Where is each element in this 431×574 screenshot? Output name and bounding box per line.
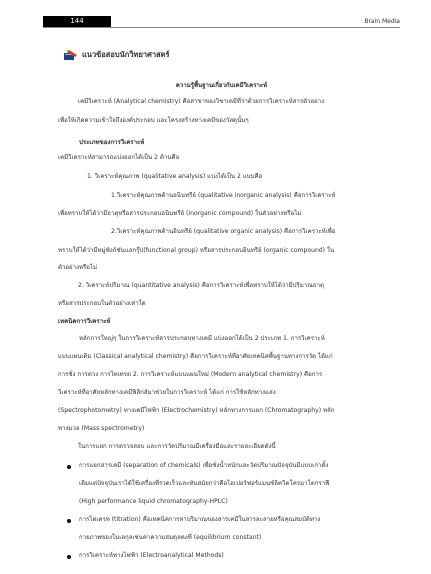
techniques-line-6: ทางมวล (Mass spectrometry): [58, 425, 145, 432]
techniques-line-4: วิเคราะห์ที่อาศัยหลักทางเคมีฟิสิกส์มาช่วยในการวิเคราะห์ ได้แก่ การใช้หลักทางแสง: [58, 389, 276, 396]
inorganic-line-1: 1.วิเคราะห์คุณภาพด้านอนินทรีย์ (qualitative inorganic analysis) คือการวิเคราะห์: [111, 192, 336, 199]
techniques-heading: เทคนิคการวิเคราะห์: [58, 318, 111, 325]
content-heading: ความรู้พื้นฐานเกี่ยวกับเคมีวิเคราะห์: [175, 82, 268, 89]
inorganic-line-2: เพื่อทราบให้ได้ว่ามีธาตุหรือสารประกอบอนินทรีย์ (inorganic compound) ในตัวอย่างหรือไม่: [58, 210, 302, 217]
bullet-2-line-1: การไตเตรท (titration) คือเทคนิคการหาปริมาณของสารเคมีในสารละลายหรือคุณสมบัติทาง: [79, 516, 321, 523]
section-header: [63, 49, 170, 61]
bullet-marker: [67, 465, 71, 469]
techniques-line-2: แบบแผนเดิม (Classical analytical chemistry) คือการวิเคราะห์ที่อาศัยเทคนิคพื้นฐานทางการวัด ได้แก่: [58, 353, 333, 360]
types-intro: เคมีวิเคราะห์สามารถแบ่งออกได้เป็น 2 ด้านคือ: [58, 154, 180, 161]
page-number: 144: [43, 16, 111, 27]
qualitative-item: 1. วิเคราะห์คุณภาพ (qualitative analysis) แบ่งได้เป็น 2 แบบคือ: [87, 173, 263, 180]
types-heading: ประเภทของการวิเคราะห์: [79, 139, 145, 146]
techniques-line-5: (Spectrophotometry) ทางเคมีไฟฟ้า (Electrochemistry) หลักทางการแยก (Chromatography) หลัก: [58, 407, 335, 414]
bullet-marker: [67, 555, 71, 559]
quantitative-line-2: หรือสารประกอบในตัวอย่างเท่าใด: [58, 300, 146, 307]
bullet-2-line-2: กายภาพของโมเลกุลเช่นค่าความสมดุลคงที่ (equilibrium constant): [79, 534, 262, 541]
methods-intro: ในการแยก การตรวจสอบ และการวัดปริมาณมีเครื่องมือและรายละเอียดดังนี้: [78, 443, 276, 450]
section-title: แนวข้อสอบนักวิทยาศาสตร์: [82, 50, 170, 59]
bullet-3-line-1: การวิเคราะห์ทางไฟฟ้า (Electroanalytical Methods): [79, 552, 224, 559]
bullet-1-line-3: (High performance liquid chromatography-HPLC): [79, 498, 228, 505]
organic-line-1: 2.วิเคราะห์คุณภาพด้านอินทรีย์ (qualitative organic analysis) คือการวิเคราะห์เพื่อ: [111, 228, 336, 235]
bullet-1-line-2: เดิมแต่ปัจจุบันเราได้ใช้เครื่องที่รวดเร็วและทันสมัยกว่าคือไฮเปอร์ฟอร์แมนซ์ลิควิดโครมาโตกราฟี: [79, 480, 330, 487]
organic-line-3: ตัวอย่างหรือไม่: [58, 264, 98, 271]
bullet-1-line-1: การแยกสารเคมี (separation of chemicals) เพื่อชั่งน้ำหนักและวัดปริมาณปัจจุบันมีแบบเก่าตั้ง: [79, 462, 329, 469]
quantitative-line-1: 2. วิเคราะห์ปริมาณ (quantitative analysis) คือการวิเคราะห์เพื่อทราบให้ได้ว่ามีปริมาณธาตุ: [78, 282, 324, 289]
organic-line-2: ทราบให้ได้ว่ามีหมู่ฟังก์ชันแลกรุ๊ป(functional group) หรือสารประกอบอินทรีย์ (organic compound) ใน: [58, 247, 335, 254]
page-header: [43, 16, 400, 27]
intro-line-2: เพื่อให้เกิดความเข้าใจถึงองค์ประกอบ และโครงสร้างทางเคมีของวัสดุนั้นๆ: [58, 117, 249, 124]
publisher-name: Brain Media: [364, 18, 400, 25]
intro-line-1: เคมีวิเคราะห์ (Analytical chemistry) คือสาขาของวิชาเคมีที่ว่าด้วยการวิเคราะห์สารตัวอย่าง: [78, 98, 325, 105]
header-divider: [43, 27, 400, 28]
techniques-line-3: การชั่ง การตวง การไทเทรต 2. การวิเคราะห์แบบแผนใหม่ (Modern analytical chemistry) คือการ: [58, 371, 323, 378]
bullet-marker: [67, 519, 71, 523]
techniques-line-1: หลักการใหญ่ๆ ในการวิเคราะห์สารประกอบทางเคมี แบ่งออกได้เป็น 2 ประเภท 1. การวิเคราะห์: [79, 335, 325, 342]
pencil-book-icon: [63, 49, 78, 61]
